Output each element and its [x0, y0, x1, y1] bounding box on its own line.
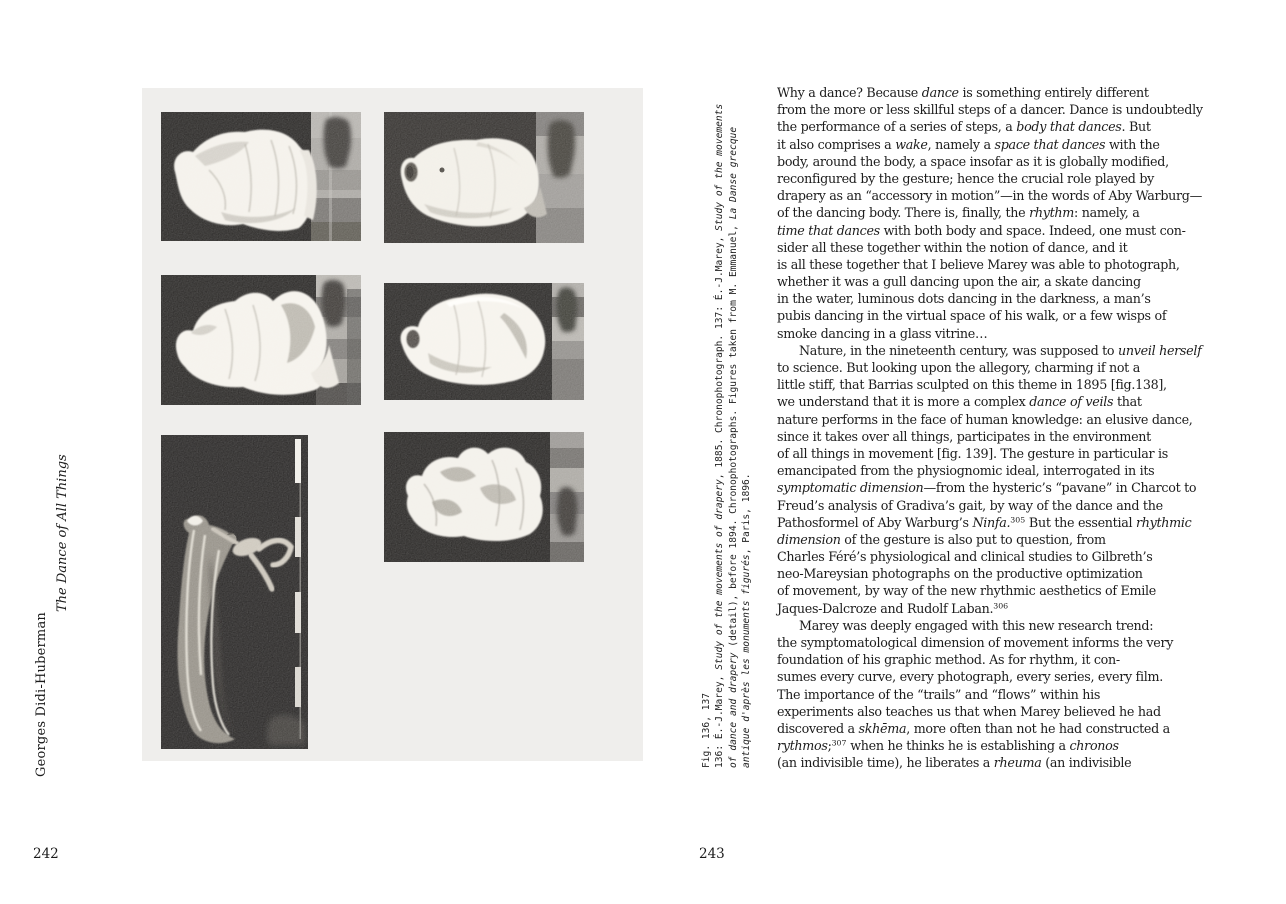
- text-segment: discovered a: [777, 720, 859, 736]
- text-segment: neo-Mareysian photographs on the productive optimization: [777, 566, 1143, 582]
- text-segment: rythmos: [777, 738, 828, 754]
- text-segment: dance: [921, 85, 959, 100]
- text-segment: antique d'après les monuments figurés: [741, 554, 753, 768]
- text-segment: Ninfa.: [972, 514, 1011, 530]
- text-segment: rhythmic: [1135, 514, 1192, 530]
- text-segment: body that dances: [1016, 119, 1122, 135]
- spine-author: Georges Didi-Huberman: [34, 612, 49, 777]
- body-text-line: [777, 462, 1247, 479]
- text-segment: time that dances: [777, 222, 880, 238]
- text-segment: —from the hysteric’s “pavane” in Charcot to: [923, 480, 1197, 496]
- text-segment: experiments also teaches us that when Marey believed he had: [777, 703, 1161, 719]
- text-segment: of movement, by way of the new rhythmic aesthetics of Emile: [777, 583, 1156, 599]
- text-segment: dance of veils: [1029, 394, 1114, 410]
- text-segment: 136: É.-J.Marey,: [714, 669, 726, 768]
- body-text-line: [777, 737, 1247, 754]
- text-segment: symptomatic dimension: [777, 480, 924, 496]
- text-segment: Jaques-Dalcroze and Rudolf Laban.: [777, 600, 994, 616]
- text-segment: Fig. 136, 137: [701, 692, 712, 768]
- body-text-line: [777, 153, 1247, 170]
- text-segment: of all things in movement [fig. 139]. The gesture in particular is: [777, 445, 1168, 461]
- body-text-line: [777, 754, 1247, 771]
- body-text-line: [777, 393, 1247, 410]
- text-segment: But the essential: [1025, 514, 1136, 530]
- text-segment: the symptomatological dimension of movement informs the very: [777, 635, 1174, 650]
- chronophotograph-6-image: [384, 432, 584, 562]
- text-segment: to science. But looking upon the allegory, charming if not a: [777, 360, 1140, 375]
- text-segment: since it takes over all things, participates in the environment: [777, 428, 1151, 444]
- text-segment: in the water, luminous dots dancing in the darkness, a man’s: [777, 291, 1151, 307]
- text-segment: Nature, in the nineteenth century, was supposed to: [799, 342, 1118, 358]
- text-segment: foundation of his graphic method. As for rhythm, it con-: [777, 652, 1120, 668]
- text-segment: body, around the body, a space insofar as it is globally modified,: [777, 153, 1169, 169]
- text-segment: of the dancing body. There is, finally, the: [777, 205, 1030, 221]
- chronophotograph-6: [384, 432, 584, 562]
- body-text-line: [777, 548, 1247, 565]
- text-segment: . But: [1121, 119, 1151, 135]
- text-segment: drapery as an “accessory in motion”—in the words of Aby Warburg—: [777, 188, 1202, 204]
- body-text-line: [777, 600, 1247, 617]
- body-text-line: [777, 256, 1247, 273]
- body-text-line: [777, 428, 1247, 445]
- text-segment: chronos: [1069, 738, 1119, 754]
- body-text-line: [777, 84, 1247, 101]
- text-segment: Study of the movements of drapery: [714, 479, 726, 670]
- text-segment: The importance of the “trails” and “flows” within his: [777, 686, 1101, 702]
- text-segment: , 1885. Chronophotograph. 137: É.-J.Marey,: [714, 230, 726, 480]
- text-segment: of the gesture is also put to question, from: [840, 531, 1106, 547]
- body-text-line: [777, 668, 1247, 685]
- spine-title: The Dance of All Things: [55, 454, 70, 612]
- text-segment: with both body and space. Indeed, one must con-: [879, 222, 1186, 238]
- text-segment: is all these together that I believe Marey was able to photograph,: [777, 256, 1180, 272]
- text-segment: La Danse grecque: [727, 126, 739, 220]
- text-segment: (detail), before 1894. Chronophotographs. Figures taken from M. Emmanuel,: [727, 219, 739, 653]
- body-text-line: [777, 686, 1247, 703]
- body-text-line: [777, 514, 1247, 531]
- text-segment: rhythm: [1029, 205, 1075, 221]
- text-segment: , Paris, 1896.: [741, 473, 753, 555]
- text-segment: that: [1113, 394, 1142, 410]
- text-segment: reconfigured by the gesture; hence the crucial role played by: [777, 170, 1155, 186]
- page-number-left: 242: [33, 846, 59, 862]
- body-text-line: [777, 411, 1247, 428]
- chronophotograph-1: [161, 112, 361, 241]
- body-text-line: [777, 222, 1247, 239]
- text-segment: nature performs in the face of human knowledge: an elusive dance,: [777, 411, 1193, 427]
- text-segment: Pathosformel of Aby Warburg’s: [777, 514, 973, 530]
- body-text-line: [777, 617, 1247, 634]
- body-text-line: [777, 720, 1247, 737]
- text-segment: unveil herself: [1118, 342, 1202, 358]
- page-number-right: 243: [699, 846, 725, 862]
- text-segment: sider all these together within the notion of dance, and it: [777, 239, 1128, 255]
- body-text-line: [777, 497, 1247, 514]
- footnote-reference: 307: [831, 738, 847, 748]
- text-segment: skhēma: [858, 720, 907, 736]
- body-text-line: [777, 325, 1247, 342]
- text-segment: Marey was deeply engaged with this new research trend:: [799, 617, 1154, 633]
- text-segment: , more often than not he had constructed a: [906, 720, 1170, 736]
- text-segment: dimension: [777, 531, 841, 547]
- text-segment: (an indivisible: [1041, 755, 1132, 771]
- body-text-line: [777, 342, 1247, 359]
- body-text-line: [777, 651, 1247, 668]
- caption-line: [727, 88, 740, 768]
- text-segment: sumes every curve, every photograph, every series, every film.: [777, 669, 1163, 685]
- text-segment: smoke dancing in a glass vitrine…: [777, 325, 988, 341]
- body-text-line: [777, 531, 1247, 548]
- caption-line: [700, 88, 713, 768]
- text-segment: : namely, a: [1074, 205, 1140, 221]
- body-text-line: [777, 273, 1247, 290]
- text-segment: little stiff, that Barrias sculpted on this theme in 1895 [fig.138],: [777, 377, 1167, 393]
- text-segment: Why a dance? Because: [777, 85, 922, 100]
- text-segment: the performance of a series of steps, a: [777, 119, 1017, 135]
- caption-line: [740, 88, 753, 768]
- text-segment: whether it was a gull dancing upon the air, a skate dancing: [777, 274, 1141, 290]
- text-segment: it also comprises a: [777, 136, 896, 152]
- body-text-line: [777, 239, 1247, 256]
- chronophotograph-5: [161, 435, 308, 749]
- chronophotograph-5-image: [161, 435, 308, 749]
- body-text-line: [777, 187, 1247, 204]
- body-text-line: [777, 290, 1247, 307]
- body-text-line: [777, 170, 1247, 187]
- text-segment: ;: [827, 738, 832, 754]
- body-text-line: [777, 359, 1247, 376]
- body-text-line: [777, 703, 1247, 720]
- chronophotograph-1-image: [161, 112, 361, 241]
- chronophotograph-4: [384, 283, 584, 400]
- footnote-reference: 305: [1010, 515, 1026, 525]
- text-segment: wake: [895, 136, 928, 152]
- body-text-line: [777, 376, 1247, 393]
- text-segment: with the: [1105, 136, 1160, 152]
- text-segment: (an indivisible time), he liberates a: [777, 755, 994, 771]
- text-segment: pubis dancing in the virtual space of his walk, or a few wisps of: [777, 308, 1167, 324]
- text-segment: rheuma: [993, 755, 1042, 771]
- text-segment: of dance and drapery: [727, 652, 739, 768]
- text-segment: space that dances: [994, 136, 1106, 152]
- chronophotograph-2-image: [384, 112, 584, 243]
- figure-caption: [700, 88, 754, 768]
- text-segment: from the more or less skillful steps of a dancer. Dance is undoubtedly: [777, 102, 1203, 118]
- text-segment: Study of the movements: [714, 103, 726, 231]
- text-segment: is something entirely different: [958, 85, 1149, 100]
- chronophotograph-3-image: [161, 275, 361, 405]
- body-text-line: [777, 445, 1247, 462]
- chronophotograph-3: [161, 275, 361, 405]
- body-text-line: [777, 307, 1247, 324]
- text-segment: when he thinks he is establishing a: [846, 738, 1070, 754]
- text-segment: Charles Féré’s physiological and clinical studies to Gilbreth’s: [777, 549, 1153, 565]
- body-text-line: [777, 136, 1247, 153]
- caption-line: [713, 88, 726, 768]
- body-text-line: [777, 565, 1247, 582]
- body-text-line: [777, 582, 1247, 599]
- body-text-column: [777, 84, 1247, 772]
- footnote-reference: 306: [993, 601, 1009, 611]
- text-segment: , namely a: [927, 136, 995, 152]
- chronophotograph-4-image: [384, 283, 584, 400]
- body-text-line: [777, 204, 1247, 221]
- body-text-line: [777, 479, 1247, 496]
- text-segment: we understand that it is more a complex: [777, 394, 1030, 410]
- body-text-line: [777, 101, 1247, 118]
- text-segment: emancipated from the physiognomic ideal, interrogated in its: [777, 463, 1155, 479]
- text-segment: Freud’s analysis of Gradiva’s gait, by way of the dance and the: [777, 497, 1163, 513]
- chronophotograph-2: [384, 112, 584, 243]
- body-text-line: [777, 634, 1247, 651]
- body-text-line: [777, 118, 1247, 135]
